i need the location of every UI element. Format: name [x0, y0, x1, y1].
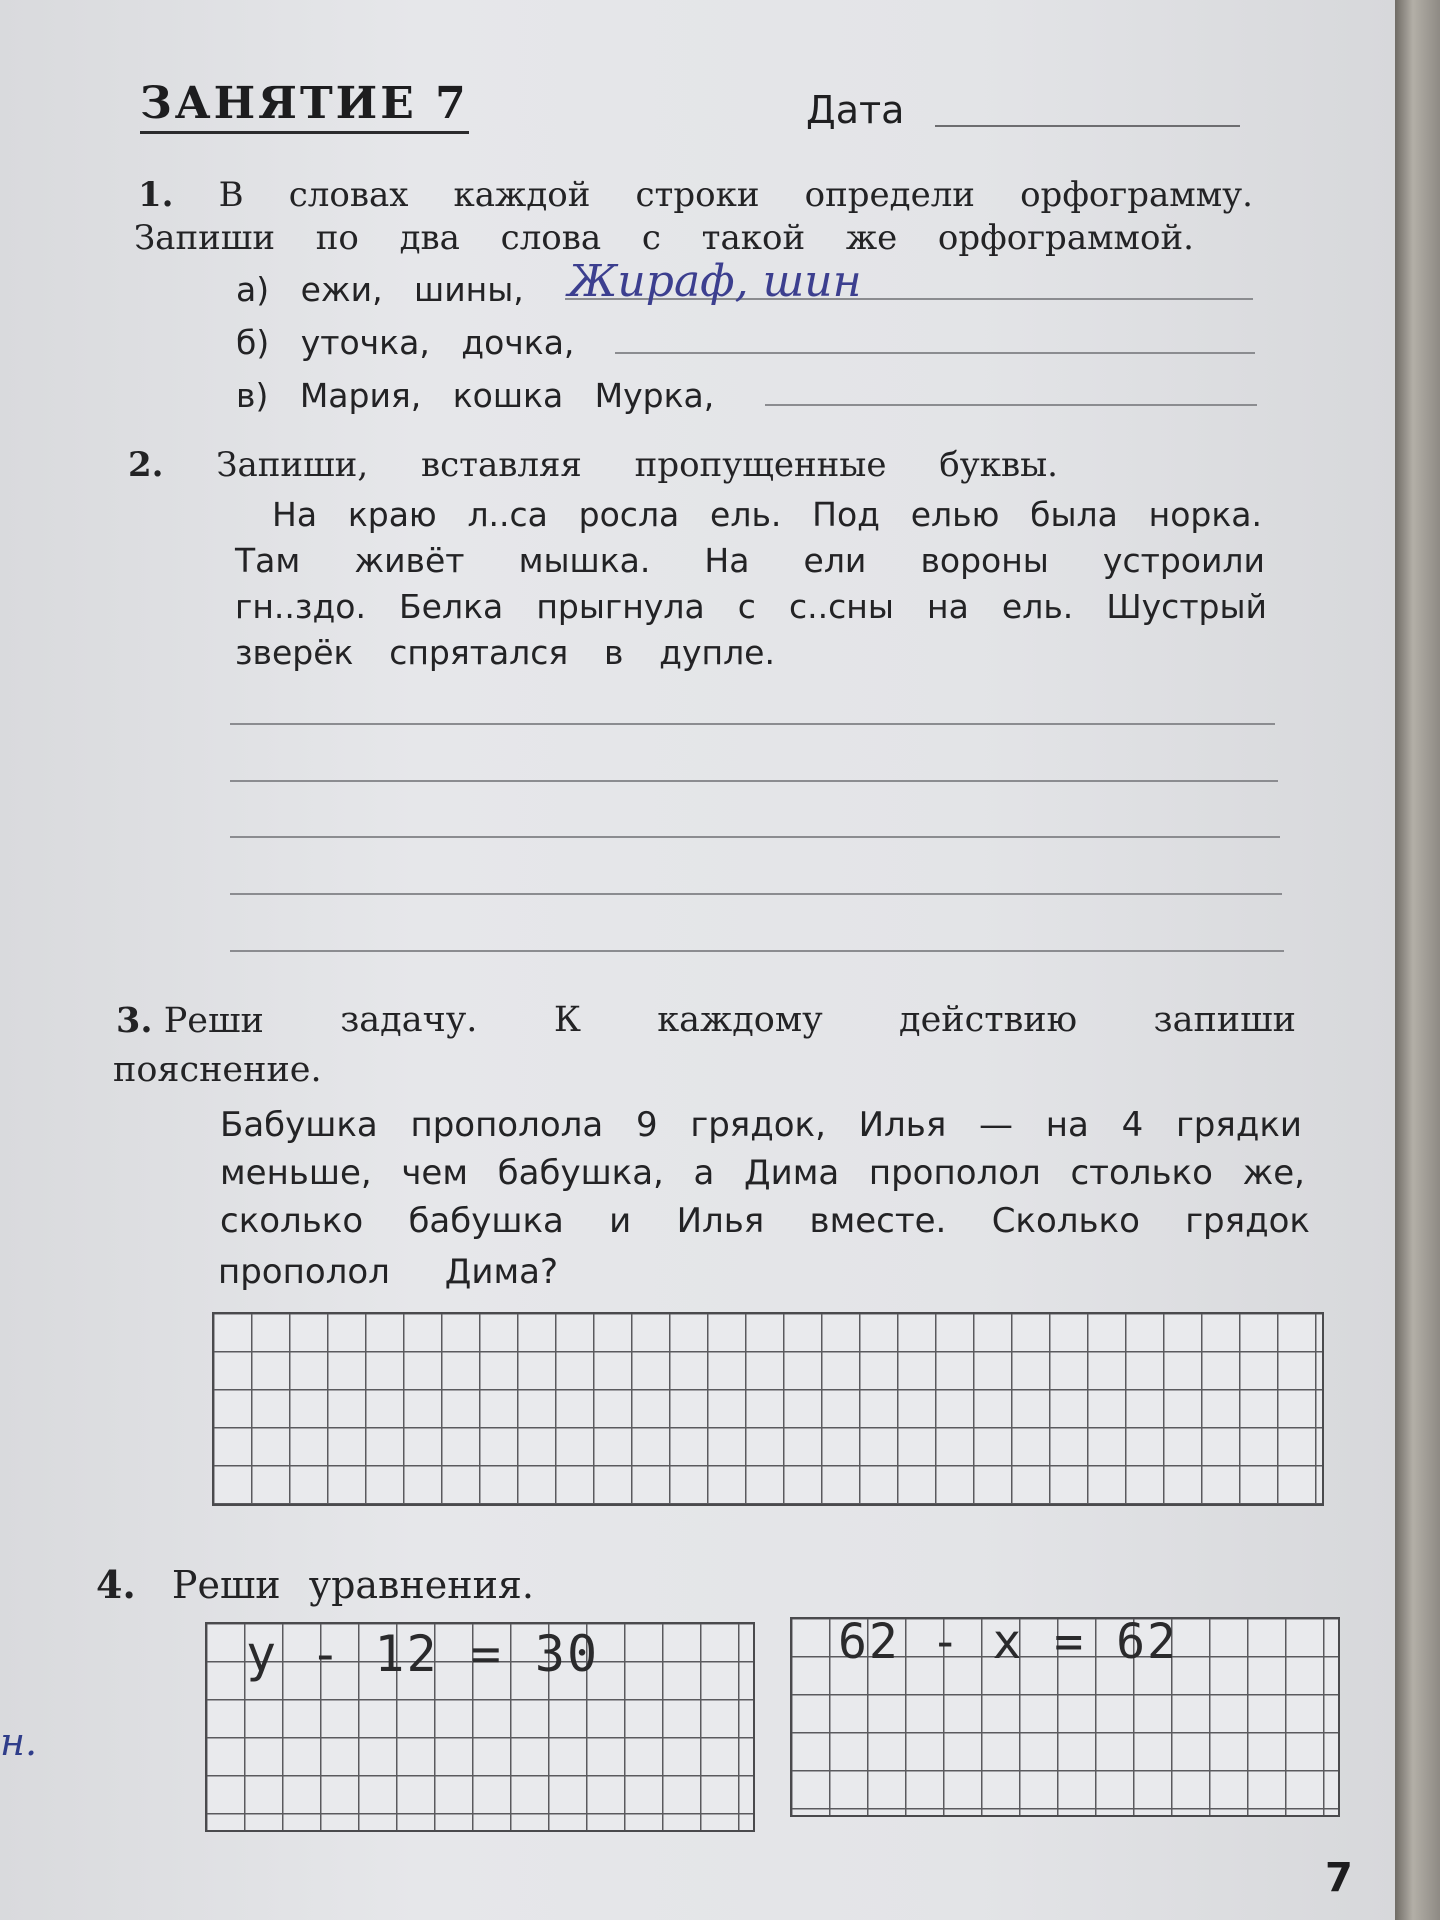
page-edge-background — [1395, 0, 1440, 1920]
word: же, — [1242, 1153, 1305, 1193]
word: меньше, — [220, 1153, 372, 1193]
task3-problem-line2 — [220, 1153, 1305, 1193]
task2-word: буквы. — [939, 445, 1058, 485]
word: л..са — [467, 495, 548, 534]
word: Илья — [858, 1105, 947, 1145]
task1-word: строки — [635, 175, 760, 215]
task1-line1 — [138, 175, 1253, 215]
item-letter: в) — [236, 376, 269, 415]
task4-heading-text: Реши уравнения. — [171, 1563, 534, 1607]
date-label: Дата — [806, 88, 905, 132]
word: чем — [401, 1153, 468, 1193]
word: Дима — [744, 1153, 840, 1193]
word: гн..здо. — [235, 587, 366, 626]
word: с..сны — [789, 587, 894, 626]
word: росла — [578, 495, 680, 534]
task2-word: Запиши, — [216, 445, 369, 485]
task1-line2 — [134, 218, 1194, 258]
task1-number: 1. — [138, 175, 174, 215]
word: 9 — [635, 1105, 658, 1145]
word: ель. — [1001, 587, 1074, 626]
word: грядок, — [690, 1105, 826, 1145]
word: краю — [347, 495, 437, 534]
word: прополол — [868, 1153, 1041, 1193]
task3-heading-line1 — [116, 1000, 1296, 1041]
word: бабушка, — [497, 1153, 664, 1193]
task1-word: словах — [288, 175, 409, 215]
word: Белка — [399, 587, 504, 626]
word: и — [609, 1201, 632, 1241]
word: — — [979, 1105, 1014, 1145]
writing-line-3[interactable] — [230, 836, 1280, 838]
task1-word: определи — [804, 175, 975, 215]
word: с — [737, 587, 756, 626]
task1-item-b — [236, 323, 574, 362]
word: грядки — [1175, 1105, 1302, 1145]
task3-word: запиши — [1153, 1000, 1296, 1040]
task1-word: же — [845, 218, 898, 258]
task3-word: задачу. — [340, 1000, 478, 1040]
task4-heading — [96, 1562, 534, 1607]
task2-word: вставляя — [420, 445, 582, 485]
item-words: уточка, дочка, — [300, 323, 575, 362]
word: грядок — [1185, 1201, 1310, 1241]
task3-word: К — [553, 1000, 581, 1040]
word: ели — [803, 541, 867, 580]
task3-number: 3. — [116, 1000, 153, 1041]
writing-line-1[interactable] — [230, 723, 1275, 725]
word: зверёк — [235, 633, 354, 672]
word: прополол — [218, 1252, 390, 1292]
word: прыгнула — [536, 587, 705, 626]
task1-word: с — [641, 218, 661, 258]
word: в — [603, 633, 624, 672]
item-letter: б) — [236, 323, 270, 362]
task3-heading-line2: пояснение. — [113, 1050, 322, 1090]
task1-word: каждой — [453, 175, 591, 215]
task2-heading — [128, 445, 1058, 485]
word: вороны — [920, 541, 1049, 580]
word: норка. — [1148, 495, 1262, 534]
word: Сколько — [991, 1201, 1140, 1241]
task1-word: слова — [500, 218, 602, 258]
writing-line-2[interactable] — [230, 780, 1278, 782]
page-number: 7 — [1325, 1855, 1353, 1901]
task2-text-line2 — [235, 541, 1265, 580]
word: а — [693, 1153, 715, 1193]
task2-word: пропущенные — [634, 445, 887, 485]
word: была — [1030, 495, 1118, 534]
task1-item-a — [236, 270, 524, 309]
task2-text-line3 — [235, 587, 1267, 626]
word: елью — [910, 495, 1000, 534]
word: Там — [235, 541, 301, 580]
task1-item-c — [236, 376, 714, 415]
task3-problem-line4 — [218, 1252, 558, 1292]
handwritten-answer-a: Жираф, шин — [568, 256, 862, 307]
task2-text-line1 — [272, 495, 1262, 534]
word: мышка. — [518, 541, 651, 580]
word: ель. — [710, 495, 782, 534]
word: Под — [812, 495, 880, 534]
task1-word: орфограмму. — [1020, 175, 1253, 215]
equation-left: y - 12 = 30 — [246, 1625, 600, 1683]
item-words: Мария, кошка Мурка, — [299, 376, 715, 415]
task1-word: В — [218, 175, 244, 215]
task1-word: два — [399, 218, 460, 258]
word: столько — [1070, 1153, 1213, 1193]
word: устроили — [1102, 541, 1265, 580]
task3-problem-line1 — [220, 1105, 1302, 1145]
word: живёт — [354, 541, 465, 580]
date-line — [935, 125, 1240, 127]
word: Бабушка — [220, 1105, 378, 1145]
task3-word: Реши — [163, 1001, 264, 1041]
task2-text-line4 — [235, 633, 775, 672]
task1-word: Запиши — [134, 218, 276, 258]
word: дупле. — [659, 633, 775, 672]
word: Илья — [676, 1201, 765, 1241]
item-words: ежи, шины, — [300, 270, 524, 309]
answer-line-c[interactable] — [765, 404, 1257, 406]
answer-line-b[interactable] — [615, 352, 1255, 354]
task1-word: по — [315, 218, 359, 258]
task2-number: 2. — [128, 445, 164, 485]
word: На — [704, 541, 750, 580]
word: вместе. — [809, 1201, 947, 1241]
item-letter: а) — [236, 270, 270, 309]
word: прополола — [410, 1105, 604, 1145]
word: на — [1045, 1105, 1089, 1145]
word: на — [927, 587, 969, 626]
word: бабушка — [408, 1201, 564, 1241]
task1-word: такой — [701, 218, 806, 258]
task3-word: каждому — [657, 1000, 823, 1040]
equation-right: 62 - x = 62 — [838, 1614, 1178, 1670]
task3-problem-line3 — [220, 1201, 1310, 1241]
word: Шустрый — [1106, 587, 1267, 626]
lesson-title: ЗАНЯТИЕ 7 — [140, 78, 469, 134]
word: спрятался — [389, 633, 569, 672]
word: Дима? — [444, 1252, 558, 1292]
margin-handwriting: н. — [0, 1720, 38, 1764]
writing-line-4[interactable] — [230, 893, 1282, 895]
writing-line-5[interactable] — [230, 950, 1284, 952]
task3-word: действию — [899, 1000, 1078, 1040]
word: На — [272, 495, 318, 534]
word: 4 — [1121, 1105, 1144, 1145]
task3-answer-grid[interactable] — [212, 1312, 1324, 1506]
word: сколько — [220, 1201, 364, 1241]
task1-word: орфограммой. — [937, 218, 1194, 258]
task4-number: 4. — [96, 1562, 136, 1607]
